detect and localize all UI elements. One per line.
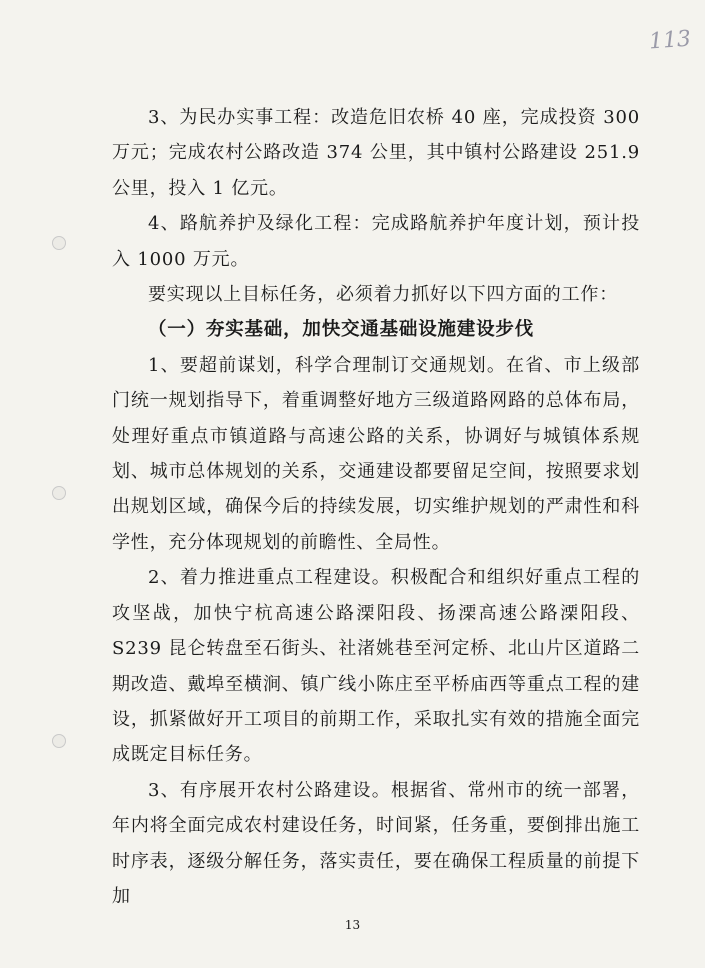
paragraph-item-3: 3、为民办实事工程：改造危旧农桥 40 座，完成投资 300 万元；完成农村公路改造 374 公里，其中镇村公路建设 251.9 公里，投入 1 亿元。 bbox=[112, 107, 640, 199]
paragraph-planning: 1、要超前谋划，科学合理制订交通规划。在省、市上级部门统一规划指导下，着重调整好地方三级道路网路的总体布局，处理好重点市镇道路与高速公路的关系，协调好与城镇体系规划、城市总体规划的关系，交通建设都要留足空间，按照要求划出规划区域，确保今后的持续发展，切实维护规划的严肃性和科学性，充分体现规划的前瞻性、全局性。 bbox=[112, 354, 640, 553]
paragraph-item-4: 4、路航养护及绿化工程：完成路航养护年度计划，预计投入 1000 万元。 bbox=[112, 213, 640, 270]
document-body bbox=[112, 100, 640, 914]
paragraph-rural-roads: 3、有序展开农村公路建设。根据省、常州市的统一部署，年内将全面完成农村建设任务，时间紧，任务重，要倒排出施工时序表，逐级分解任务，落实责任，要在确保工程质量的前提下加 bbox=[112, 779, 640, 907]
handwritten-page-note: 113 bbox=[648, 26, 692, 55]
punch-hole-mark bbox=[52, 486, 66, 500]
punch-hole-mark bbox=[52, 236, 66, 250]
paragraph-intro: 要实现以上目标任务，必须着力抓好以下四方面的工作： bbox=[148, 284, 618, 306]
page-number: 13 bbox=[344, 918, 361, 932]
section-heading: （一）夯实基础，加快交通基础设施建设步伐 bbox=[148, 319, 535, 341]
paragraph-key-projects: 2、着力推进重点工程建设。积极配合和组织好重点工程的攻坚战，加快宁杭高速公路溧阳段、扬溧高速公路溧阳段、S239 昆仑转盘至石街头、社渚姚巷至河定桥、北山片区道路二期改造、戴埠至横涧、镇广线小陈庄至平桥庙西等重点工程的建设，抓紧做好开工项目的前期工作，采取扎实有效的措施全面完成既定目标任务。 bbox=[112, 567, 640, 766]
punch-hole-mark bbox=[52, 734, 66, 748]
